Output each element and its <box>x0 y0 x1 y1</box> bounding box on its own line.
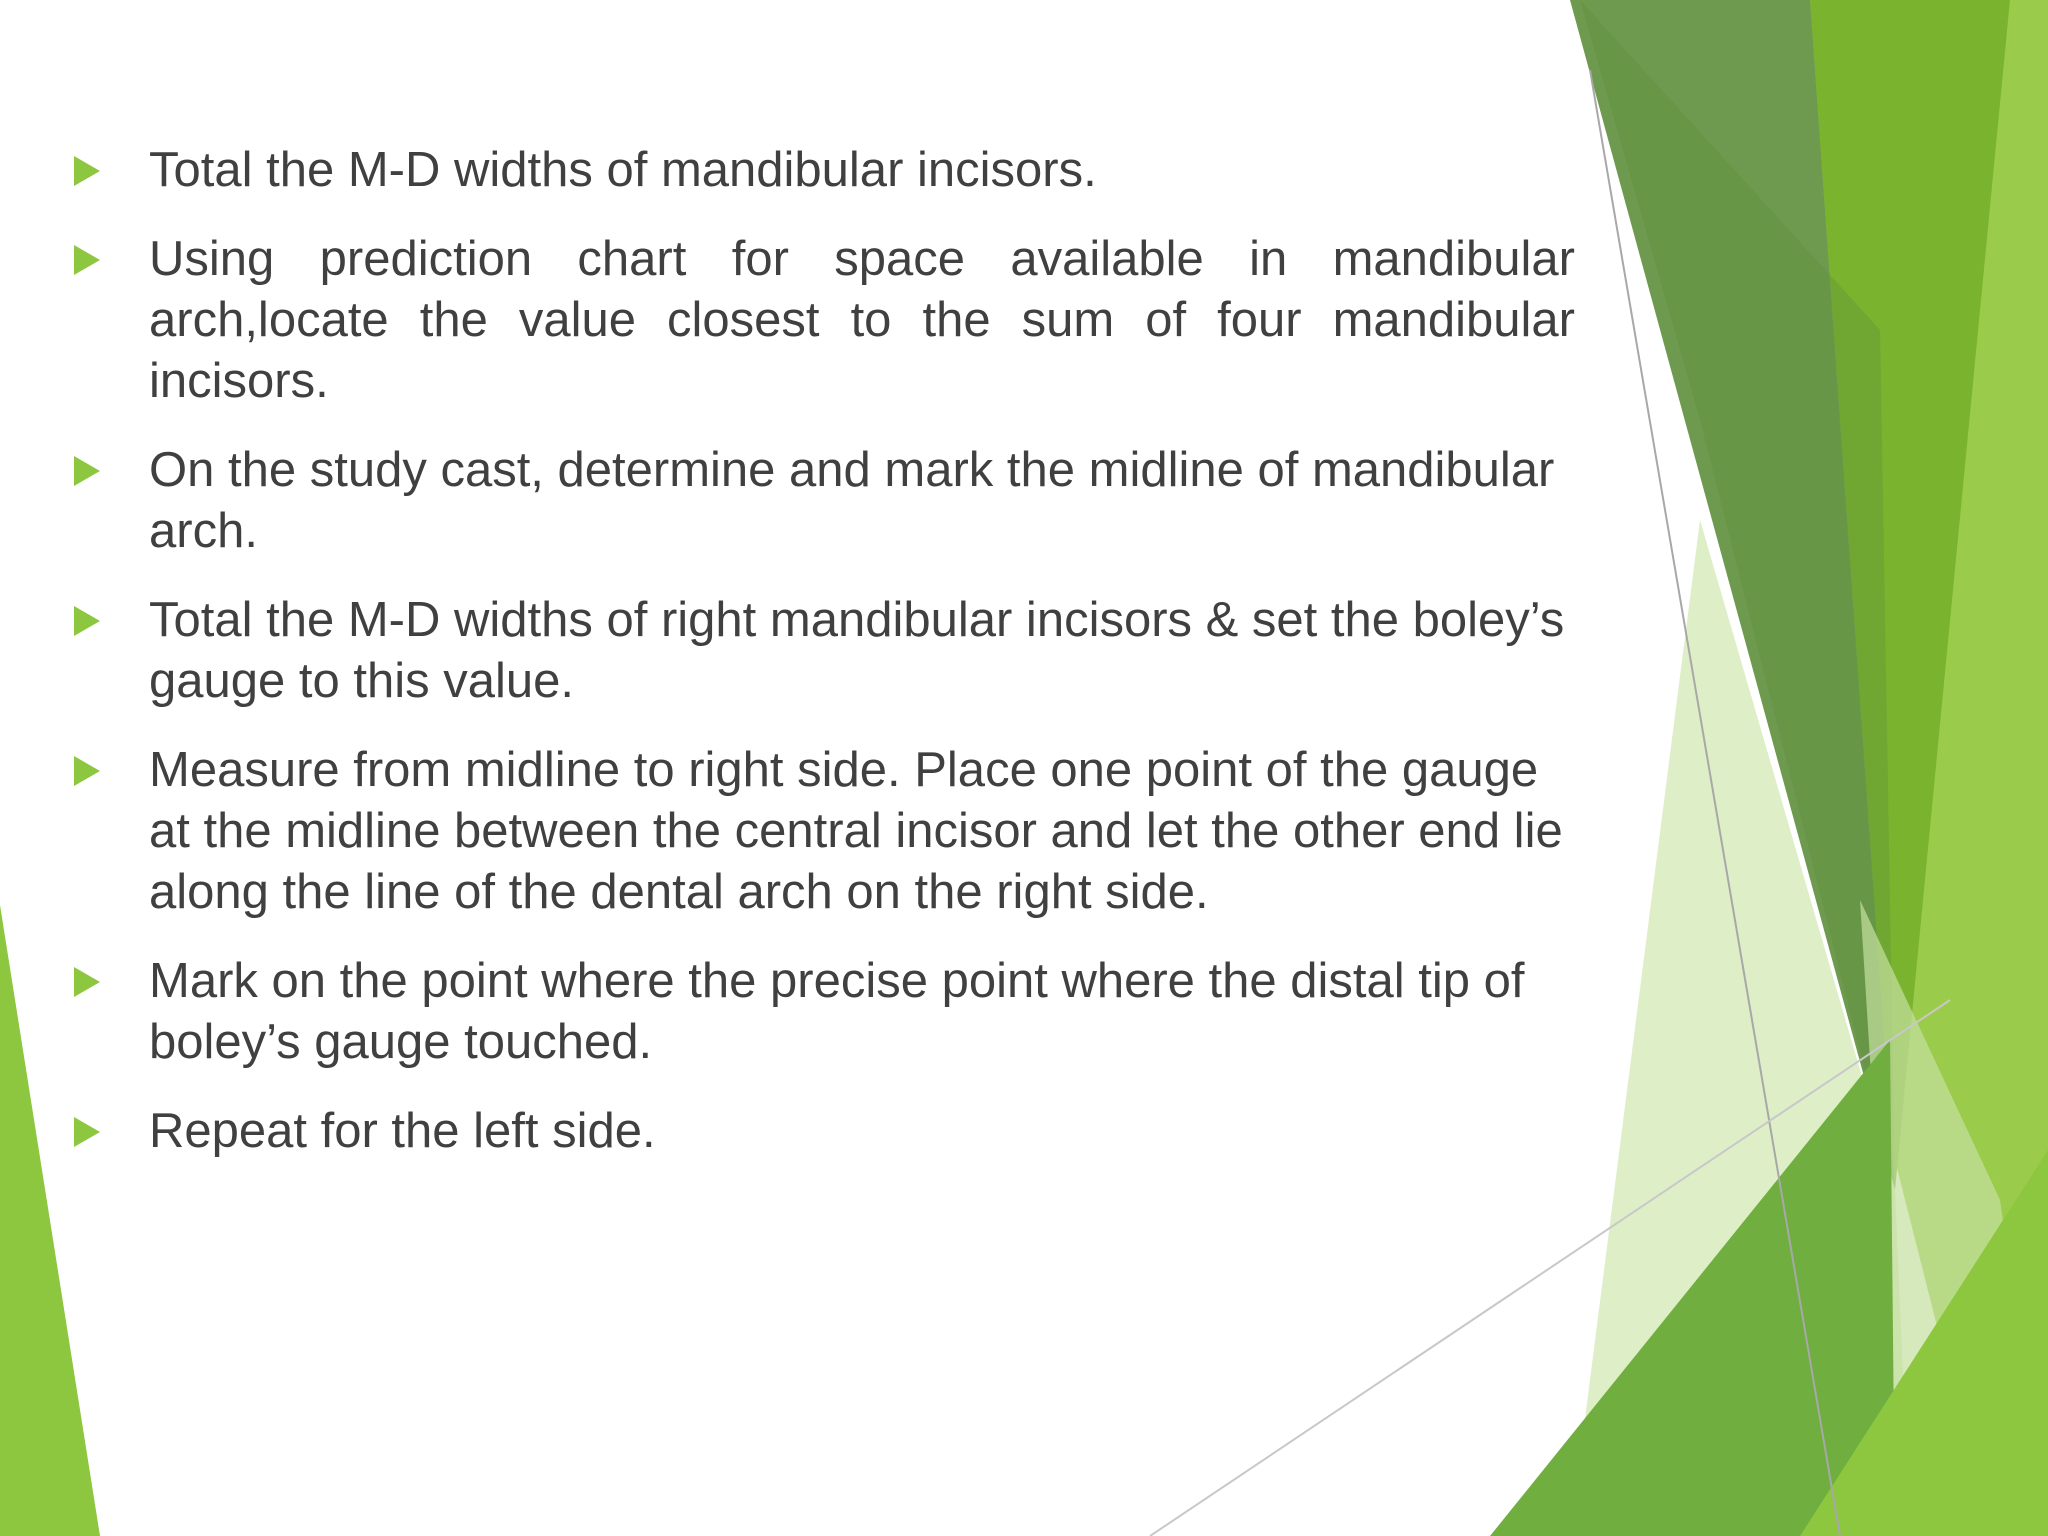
bullet-item-5 <box>70 740 1575 923</box>
triangle-right-icon <box>74 245 100 275</box>
bullet-text: Total the M-D widths of right mandibular incisors & set the boley’s gauge to this value. <box>149 593 1565 708</box>
content-area <box>70 140 1575 1190</box>
bullet-text: Using prediction chart for space available in mandibular arch,locate the value closest to the sum of four mandibular incisors. <box>149 232 1575 408</box>
bullet-text: Measure from midline to right side. Place one point of the gauge at the midline between the central incisor and let the other end lie along the line of the dental arch on the right side. <box>149 743 1563 919</box>
bullet-text: Total the M-D widths of mandibular incisors. <box>149 143 1097 197</box>
bullet-text: Repeat for the left side. <box>149 1104 656 1158</box>
bullet-item-2 <box>70 229 1575 412</box>
triangle-right-icon <box>74 967 100 997</box>
triangle-right-icon <box>74 456 100 486</box>
triangle-right-icon <box>74 756 100 786</box>
triangle-right-icon <box>74 606 100 636</box>
bullet-list <box>70 140 1575 1162</box>
bullet-text: Mark on the point where the precise point where the distal tip of boley’s gauge touched. <box>149 954 1525 1069</box>
bullet-text: On the study cast, determine and mark the midline of mandibular arch. <box>149 443 1555 558</box>
bullet-item-3 <box>70 440 1575 562</box>
bullet-item-4 <box>70 590 1575 712</box>
bullet-item-6 <box>70 951 1575 1073</box>
triangle-right-icon <box>74 1117 100 1147</box>
triangle-right-icon <box>74 156 100 186</box>
bullet-item-7 <box>70 1101 1575 1162</box>
bullet-item-1 <box>70 140 1575 201</box>
